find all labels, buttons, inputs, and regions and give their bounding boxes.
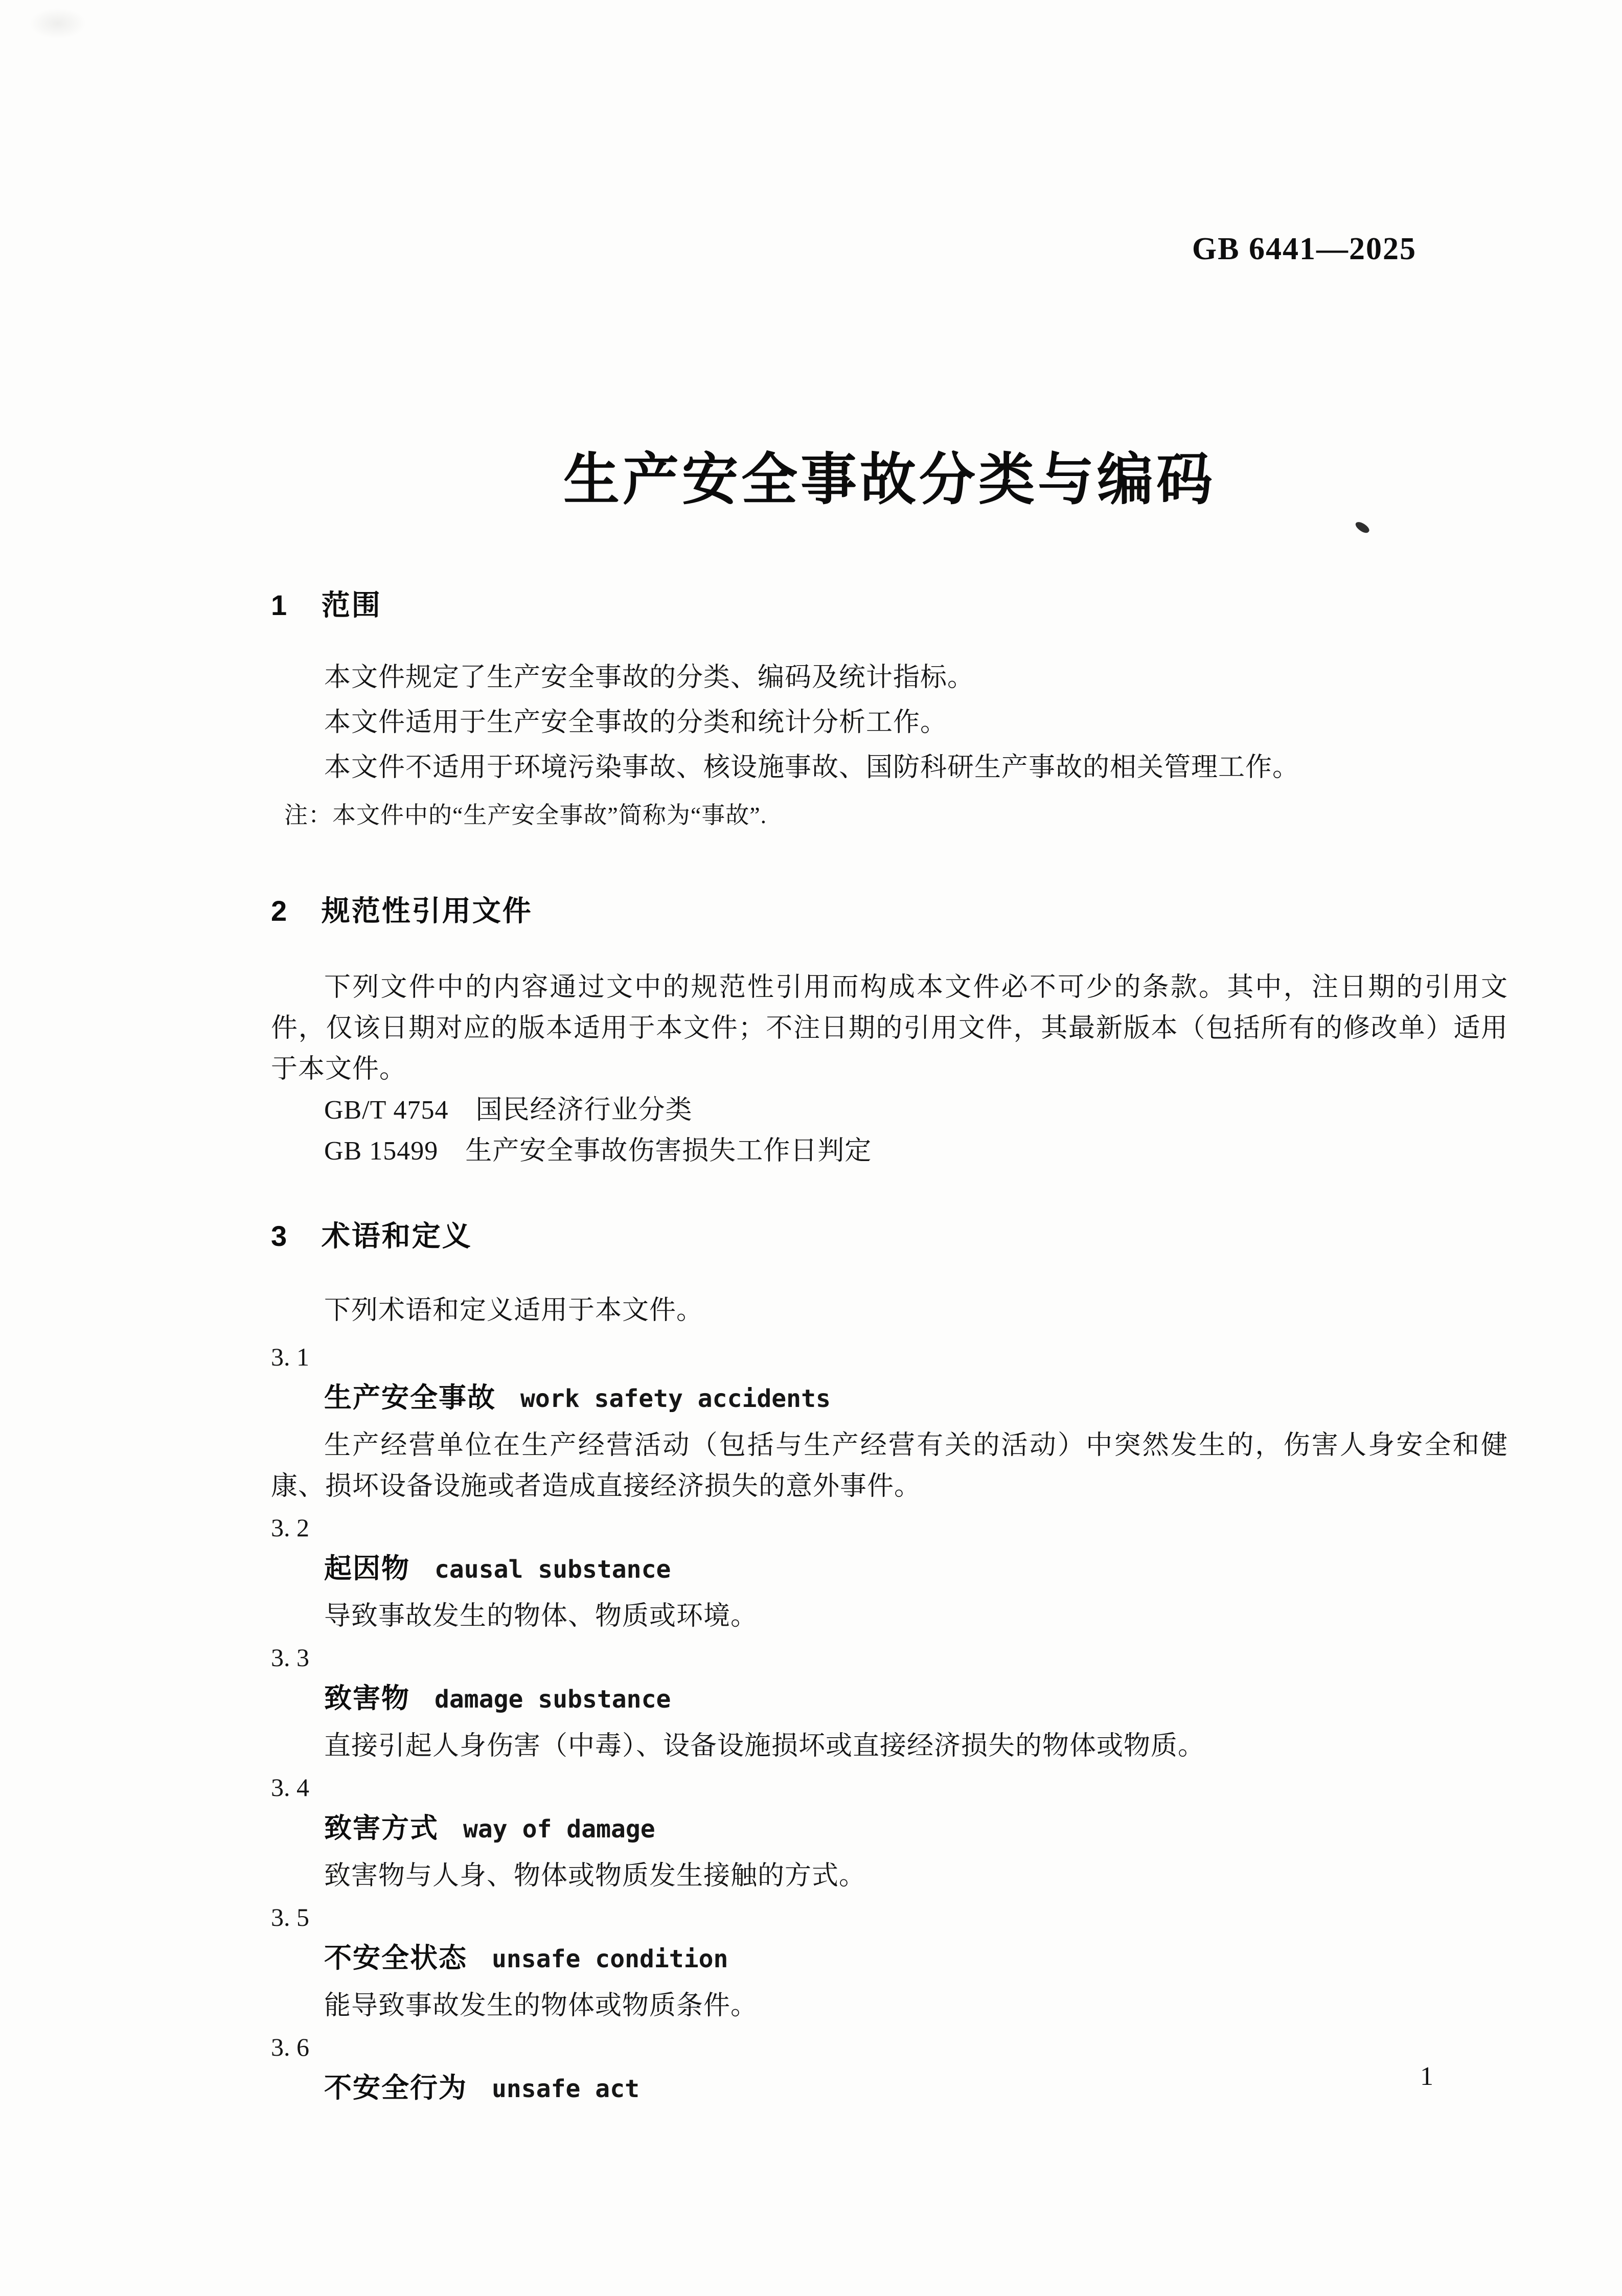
page-number: 1 [1420,2062,1433,2091]
term-heading [324,1938,1508,1986]
term-english: damage substance [435,1685,671,1714]
section-2-paragraph: 下列文件中的内容通过文中的规范性引用而构成本文件必不可少的条款。其中，注日期的引用文件，仅该日期对应的版本适用于本文件；不注日期的引用文件，其最新版本（包括所有的修改单）适用于本文件。 [271,973,1508,1084]
normative-reference: GB/T 4754 国民经济行业分类 [324,1096,693,1125]
section-1-heading [271,587,1508,624]
section-1-paragraph: 本文件不适用于环境污染事故、核设施事故、国防科研生产事故的相关管理工作。 [324,753,1300,782]
section-1-paragraph: 本文件规定了生产安全事故的分类、编码及统计指标。 [324,663,975,692]
term-entry [271,1767,1508,1897]
stray-ink-mark [1354,519,1371,535]
term-chinese: 致害方式 [324,1813,439,1844]
term-definition: 直接引起人身伤害（中毒）、设备设施损坏或直接经济损失的物体或物质。 [324,1732,1205,1761]
section-2-title: 规范性引用文件 [321,895,533,927]
term-heading [324,1808,1508,1856]
section-2-number: 2 [271,895,287,927]
term-chinese: 不安全状态 [324,1943,467,1973]
term-definition: 致害物与人身、物体或物质发生接触的方式。 [324,1861,866,1891]
term-english: unsafe act [492,2075,639,2103]
term-heading [324,2067,1508,2116]
term-heading [324,1377,1508,1425]
term-chinese: 致害物 [324,1683,410,1714]
section-3-intro: 下列术语和定义适用于本文件。 [324,1296,704,1325]
section-1-title: 范围 [321,589,382,621]
term-number: 3. 6 [271,2033,309,2061]
term-number: 3. 2 [271,1513,309,1542]
document-body [271,587,1508,2116]
term-number: 3. 1 [271,1343,309,1371]
scan-smudge [30,8,86,39]
term-number: 3. 4 [271,1773,309,1802]
term-definition: 生产经营单位在生产经营活动（包括与生产经营有关的活动）中突然发生的，伤害人身安全和健康、损坏设备设施或者造成直接经济损失的意外事件。 [271,1431,1508,1501]
normative-reference: GB 15499 生产安全事故伤害损失工作日判定 [324,1136,872,1166]
term-english: work safety accidents [520,1384,831,1413]
section-3-title: 术语和定义 [321,1220,472,1252]
section-3-number: 3 [271,1220,287,1252]
term-entry [271,1897,1508,2027]
section-2-heading [271,893,1508,929]
term-entry [271,2027,1508,2116]
term-entry [271,1336,1508,1507]
term-entry [271,1507,1508,1637]
term-chinese: 不安全行为 [324,2073,467,2103]
term-definition: 导致事故发生的物体、物质或环境。 [324,1602,758,1631]
standard-code: GB 6441—2025 [1192,232,1417,266]
term-english: causal substance [435,1555,671,1584]
term-english: unsafe condition [492,1945,728,1973]
section-1-paragraph: 本文件适用于生产安全事故的分类和统计分析工作。 [324,708,948,737]
term-english: way of damage [463,1815,655,1844]
term-heading [324,1548,1508,1596]
term-number: 3. 3 [271,1643,309,1672]
term-chinese: 起因物 [324,1553,410,1584]
term-definition: 能导致事故发生的物体或物质条件。 [324,1991,758,2020]
section-3-heading [271,1218,1508,1255]
section-1-note: 注：本文件中的“生产安全事故”简称为“事故”. [284,802,767,828]
term-entry [271,1637,1508,1767]
term-chinese: 生产安全事故 [324,1382,496,1413]
terms-list [271,1336,1508,2116]
term-heading [324,1678,1508,1726]
term-number: 3. 5 [271,1903,309,1931]
page-title: 生产安全事故分类与编码 [563,448,1216,511]
section-1-number: 1 [271,589,287,621]
